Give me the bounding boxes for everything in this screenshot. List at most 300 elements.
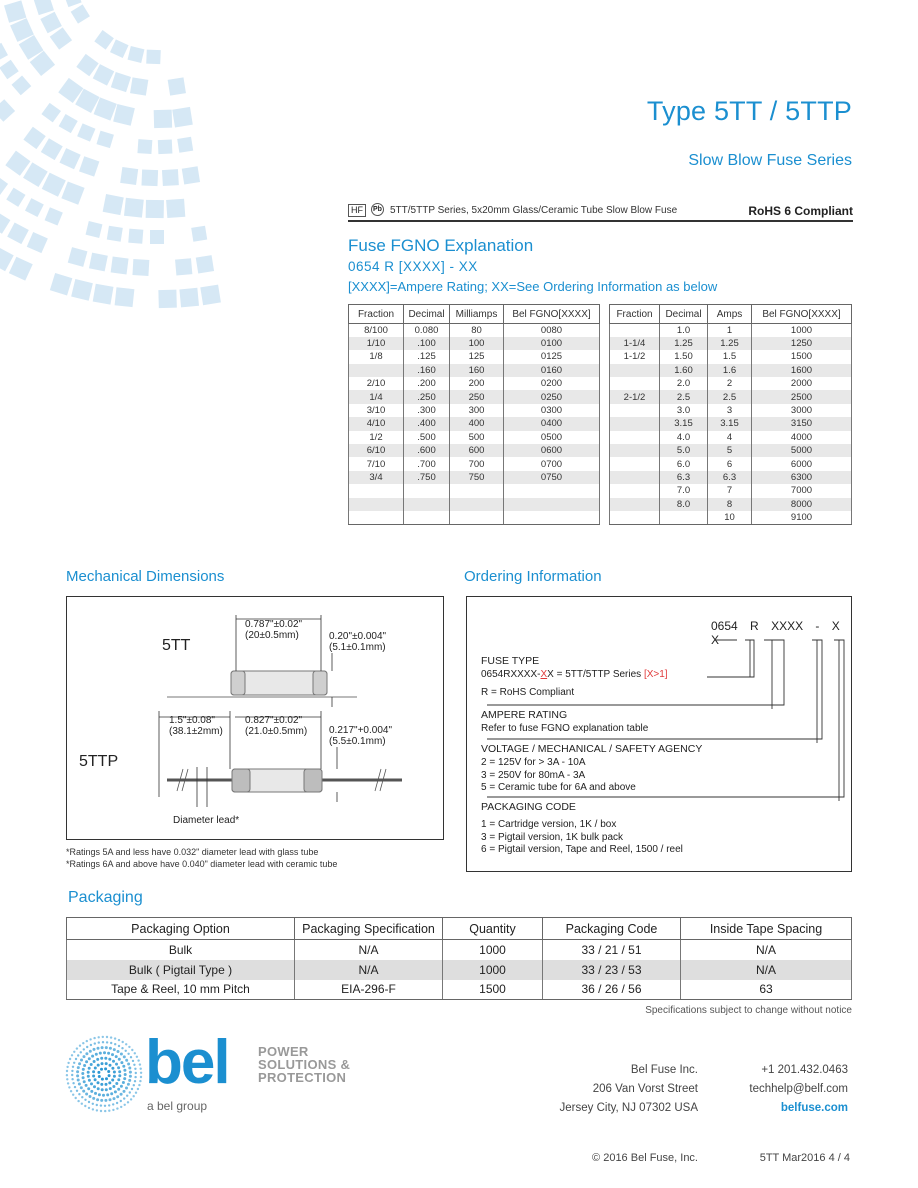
decor-square [168, 77, 186, 95]
table-cell: 1500 [443, 980, 543, 1000]
table-row [610, 404, 852, 417]
table-cell: 6/10 [349, 444, 404, 457]
table-cell: 0500 [504, 431, 600, 444]
page-subtitle: Slow Blow Fuse Series [688, 152, 852, 169]
table-cell [349, 364, 404, 377]
logo-dot [107, 1070, 110, 1073]
decor-square [50, 273, 73, 296]
logo-dot [84, 1105, 86, 1107]
decor-square [94, 30, 114, 50]
logo-dot [90, 1044, 92, 1046]
logo-dot [97, 1087, 100, 1090]
logo-dot [122, 1041, 124, 1043]
table-cell: 10 [708, 511, 752, 524]
table-row [349, 364, 600, 377]
logo-dot [120, 1053, 123, 1056]
table-cell: 3/4 [349, 471, 404, 484]
logo-dot [89, 1038, 91, 1040]
label-5ttp: 5TTP [79, 753, 119, 770]
table-cell: 2.0 [660, 377, 708, 390]
table-cell: 6.0 [660, 457, 708, 470]
label-5tt: 5TT [162, 637, 191, 654]
logo-dot [104, 1105, 106, 1107]
logo-dot [72, 1094, 74, 1096]
logo-dot [113, 1071, 116, 1074]
column-header: Bel FGNO[XXXX] [752, 305, 852, 324]
table-cell: 1.0 [660, 324, 708, 337]
logo-dot [126, 1095, 128, 1097]
table-row [610, 498, 852, 511]
logo-dot [110, 1092, 113, 1095]
logo-dot [109, 1087, 112, 1090]
logo-dot [127, 1101, 129, 1103]
table-row [610, 324, 852, 337]
table-cell: 6000 [752, 457, 852, 470]
logo-dot [135, 1092, 137, 1094]
logo-dot [131, 1088, 133, 1090]
bel-logo-tagline: POWER SOLUTIONS & PROTECTION [258, 1044, 351, 1085]
logo-dot [78, 1083, 81, 1086]
logo-dot [139, 1063, 141, 1065]
logo-dot [108, 1104, 110, 1106]
packaging-heading: Packaging [68, 889, 143, 906]
logo-dot [77, 1079, 80, 1082]
table-cell [450, 484, 504, 497]
logo-dot [76, 1070, 79, 1073]
lead-free-icon: Pb [371, 203, 384, 216]
logo-dot [105, 1083, 108, 1086]
logo-dot [97, 1064, 100, 1067]
table-cell [450, 498, 504, 511]
table-cell: 3150 [752, 417, 852, 430]
ampere-rating-label: AMPERE RATING [481, 709, 568, 721]
table-row [349, 324, 600, 337]
logo-dot [110, 1042, 112, 1044]
table-row [610, 417, 852, 430]
series-description: 5TT/5TTP Series, 5x20mm Glass/Ceramic Tube Slow Blow Fuse [390, 205, 678, 216]
column-header: Packaging Specification [295, 918, 443, 940]
table-cell: .250 [404, 390, 450, 403]
logo-dot [120, 1093, 123, 1096]
table-cell: 2.5 [708, 390, 752, 403]
table-cell: 8 [708, 498, 752, 511]
fgno-table-amps [609, 304, 852, 525]
logo-dot [92, 1070, 95, 1073]
logo-dot [82, 1042, 84, 1044]
decor-square [103, 194, 124, 215]
table-cell: 6300 [752, 471, 852, 484]
table-cell [610, 404, 660, 417]
logo-dot [80, 1086, 83, 1089]
table-row [610, 337, 852, 350]
decor-square [146, 200, 164, 218]
logo-dot [97, 1081, 100, 1084]
logo-dot [128, 1067, 131, 1070]
table-cell: 1-1/4 [610, 337, 660, 350]
logo-dot [86, 1040, 88, 1042]
table-row [610, 390, 852, 403]
mechanical-drawing-box [66, 596, 444, 840]
logo-dot [93, 1048, 96, 1051]
logo-dot [125, 1059, 128, 1062]
decor-square [141, 169, 158, 186]
logo-dot [80, 1051, 82, 1053]
decor-square [4, 0, 26, 22]
table-cell [504, 498, 600, 511]
logo-dot [92, 1097, 95, 1100]
logo-dot [111, 1053, 114, 1056]
table-cell: .125 [404, 350, 450, 363]
logo-dot [72, 1082, 74, 1084]
table-row [349, 444, 600, 457]
logo-dot [66, 1066, 68, 1068]
table-cell: 2/10 [349, 377, 404, 390]
logo-dot [75, 1058, 77, 1060]
logo-dot [140, 1068, 142, 1070]
table-cell: 33 / 21 / 51 [543, 940, 681, 960]
table-cell: 100 [450, 337, 504, 350]
logo-dot [71, 1054, 73, 1056]
column-header: Packaging Code [543, 918, 681, 940]
logo-dot [83, 1064, 86, 1067]
column-header: Packaging Option [67, 918, 295, 940]
table-cell: 2000 [752, 377, 852, 390]
bel-group-label: a bel group [147, 1099, 208, 1113]
decor-square [34, 0, 54, 15]
fgno-heading: Fuse FGNO Explanation [348, 236, 534, 255]
table-cell: N/A [295, 960, 443, 980]
decor-square [12, 76, 32, 96]
logo-dot [98, 1036, 100, 1038]
table-cell: 2500 [752, 390, 852, 403]
document-reference: 5TT Mar2016 4 / 4 [759, 1152, 850, 1164]
page-title: Type 5TT / 5TTP [646, 96, 852, 126]
table-cell: Tape & Reel, 10 mm Pitch [67, 980, 295, 1000]
logo-dot [100, 1057, 103, 1060]
decor-square [162, 169, 179, 186]
logo-dot [125, 1050, 127, 1052]
table-row [349, 337, 600, 350]
logo-dot [80, 1059, 83, 1062]
logo-dot [85, 1093, 88, 1096]
table-cell [404, 511, 450, 524]
logo-dot [125, 1087, 128, 1090]
logo-dot [106, 1041, 108, 1043]
table-cell: 8.0 [660, 498, 708, 511]
logo-dot [101, 1088, 104, 1091]
packaging-code-lines: 1 = Cartridge version, 1K / box 3 = Pigtail version, 1K bulk pack 6 = Pigtail version, Tape and Reel, 1500 / reel [481, 819, 683, 855]
logo-dot [120, 1061, 123, 1064]
table-cell: N/A [681, 960, 852, 980]
table-cell: 2.5 [660, 390, 708, 403]
halogen-free-icon: HF [348, 204, 366, 217]
column-header: Milliamps [450, 305, 504, 324]
table-cell [610, 377, 660, 390]
logo-dot [113, 1048, 116, 1051]
decor-square [120, 167, 138, 185]
logo-dot [130, 1098, 132, 1100]
logo-dot [98, 1041, 100, 1043]
logo-dot [67, 1062, 69, 1064]
table-cell: 9100 [752, 511, 852, 524]
logo-dot [108, 1058, 111, 1061]
decor-square [0, 60, 19, 79]
logo-dot [104, 1099, 107, 1102]
decor-square [64, 0, 82, 7]
table-row [349, 417, 600, 430]
table-cell: 7/10 [349, 457, 404, 470]
logo-dot [106, 1093, 109, 1096]
bel-logo-wordmark: bel [145, 1028, 229, 1097]
decor-square [79, 156, 99, 176]
logo-dot [107, 1052, 110, 1055]
fuse-type-line: 0654RXXXX-XX = 5TT/5TTP Series [X>1] [481, 669, 668, 680]
rohs-line: R = RoHS Compliant [481, 687, 575, 698]
table-cell: 400 [450, 417, 504, 430]
logo-dot [112, 1085, 115, 1088]
logo-dot [133, 1084, 135, 1086]
logo-dot [79, 1045, 81, 1047]
logo-dot [120, 1100, 122, 1102]
table-cell [404, 498, 450, 511]
table-cell [610, 324, 660, 337]
logo-dot [118, 1070, 121, 1073]
logo-dot [116, 1095, 119, 1098]
packaging-code-label: PACKAGING CODE [481, 801, 576, 813]
logo-dot [100, 1083, 103, 1086]
logo-dot [117, 1078, 120, 1081]
dim-5ttp-length: 0.827"±0.02" (21.0±0.5mm) [245, 715, 308, 737]
decor-square [0, 176, 8, 196]
logo-dot [96, 1098, 99, 1101]
table-cell: 1250 [752, 337, 852, 350]
logo-dot [101, 1078, 104, 1081]
ordering-heading: Ordering Information [464, 568, 602, 585]
decor-square [89, 253, 108, 272]
table-cell: 0300 [504, 404, 600, 417]
table-cell: 1.5 [708, 350, 752, 363]
logo-dot [123, 1077, 126, 1080]
table-cell [610, 484, 660, 497]
logo-dot [96, 1104, 98, 1106]
decor-square [196, 255, 214, 273]
logo-dot [87, 1075, 90, 1078]
contact-phone[interactable]: +1 201.432.0463 [761, 1064, 848, 1076]
decor-square [0, 99, 15, 122]
logo-dot [75, 1097, 77, 1099]
logo-dot [136, 1056, 138, 1058]
logo-dot [109, 1047, 112, 1050]
table-cell: 3 [708, 404, 752, 417]
table-cell: 0.080 [404, 324, 450, 337]
decor-square [77, 123, 95, 141]
logo-dot [124, 1073, 127, 1076]
decor-square [71, 279, 93, 301]
table-cell [349, 511, 404, 524]
logo-dot [92, 1108, 94, 1110]
table-cell: 6 [708, 457, 752, 470]
table-cell: 1000 [443, 940, 543, 960]
table-cell: 5.0 [660, 444, 708, 457]
table-cell [610, 471, 660, 484]
table-cell [404, 484, 450, 497]
fuse-type-label: FUSE TYPE [481, 655, 540, 667]
logo-dot [97, 1047, 100, 1050]
logo-dot [76, 1074, 79, 1077]
table-cell: 125 [450, 350, 504, 363]
decor-square [59, 114, 78, 133]
logo-dot [125, 1043, 127, 1045]
logo-dot [134, 1080, 136, 1082]
website-link[interactable]: belfuse.com [780, 1102, 848, 1114]
logo-dot [135, 1072, 137, 1074]
table-cell: 0100 [504, 337, 600, 350]
logo-dot [90, 1082, 93, 1085]
specifications-note: Specifications subject to change without notice [645, 1005, 852, 1016]
decor-square [158, 290, 176, 308]
table-cell [610, 498, 660, 511]
logo-dot [104, 1067, 107, 1070]
logo-dot [94, 1042, 96, 1044]
logo-dot [102, 1041, 104, 1043]
logo-dot [123, 1097, 125, 1099]
fgno-note: [XXXX]=Ampere Rating; XX=See Ordering Information as below [348, 279, 718, 294]
table-cell: 3.15 [708, 417, 752, 430]
logo-dot [99, 1052, 102, 1055]
logo-dot [133, 1064, 135, 1066]
decor-square [166, 199, 185, 218]
logo-dot [128, 1046, 130, 1048]
table-cell: 1000 [752, 324, 852, 337]
table-cell: 1.60 [660, 364, 708, 377]
logo-dot [128, 1079, 131, 1082]
address-city: Jersey City, NJ 07302 USA [559, 1102, 698, 1114]
table-row [349, 350, 600, 363]
logo-dot [108, 1110, 110, 1112]
decor-square [0, 212, 10, 234]
logo-dot [69, 1058, 71, 1060]
table-cell [349, 498, 404, 511]
column-header: Inside Tape Spacing [681, 918, 852, 940]
logo-dot [127, 1063, 130, 1066]
logo-dot [112, 1103, 114, 1105]
table-cell [610, 511, 660, 524]
logo-dot [116, 1107, 118, 1109]
table-cell: 6.3 [708, 471, 752, 484]
table-cell: 3000 [752, 404, 852, 417]
table-cell: 2 [708, 377, 752, 390]
voltage-lines: 2 = 125V for > 3A - 10A 3 = 250V for 80mA - 3A 5 = Ceramic tube for 6A and above [481, 757, 636, 793]
logo-dot [117, 1066, 120, 1069]
logo-dot [88, 1101, 90, 1103]
logo-dot [104, 1110, 106, 1112]
contact-email[interactable]: techhelp@belf.com [749, 1083, 848, 1095]
logo-dot [122, 1065, 125, 1068]
logo-dot [89, 1095, 92, 1098]
decor-square [0, 43, 8, 62]
table-cell: .750 [404, 471, 450, 484]
table-cell: 750 [450, 471, 504, 484]
logo-dot [81, 1103, 83, 1105]
decor-square [50, 27, 72, 49]
logo-dot [101, 1046, 104, 1049]
logo-dot [78, 1093, 80, 1095]
table-cell: 0080 [504, 324, 600, 337]
table-cell [610, 457, 660, 470]
decor-square [59, 148, 80, 169]
decor-square [25, 198, 44, 217]
table-cell [660, 511, 708, 524]
table-cell: .300 [404, 404, 450, 417]
table-cell: 1000 [443, 960, 543, 980]
logo-dot [114, 1043, 116, 1045]
table-cell: 80 [450, 324, 504, 337]
table-cell: 200 [450, 377, 504, 390]
logo-dot [81, 1072, 84, 1075]
bel-globe-logo-icon [64, 1034, 144, 1114]
logo-dot [83, 1048, 85, 1050]
logo-dot [118, 1074, 121, 1077]
decor-square [182, 166, 200, 184]
logo-dot [98, 1075, 101, 1078]
decor-square [154, 110, 172, 128]
table-cell: 4/10 [349, 417, 404, 430]
logo-dot [77, 1100, 79, 1102]
logo-dot [111, 1067, 114, 1070]
table-cell [504, 484, 600, 497]
table-row [610, 471, 852, 484]
decor-square [42, 173, 66, 197]
table-cell: .500 [404, 431, 450, 444]
logo-dot [115, 1055, 118, 1058]
logo-dot [90, 1063, 93, 1066]
decor-square [150, 230, 164, 244]
packaging-table [66, 917, 852, 1000]
column-header: Bel FGNO[XXXX] [504, 305, 600, 324]
logo-dot [85, 1084, 88, 1087]
column-header: Decimal [660, 305, 708, 324]
logo-dot [113, 1075, 116, 1078]
decor-square [27, 232, 48, 253]
table-cell: 0160 [504, 364, 600, 377]
logo-dot [96, 1058, 99, 1061]
diameter-lead-label: Diameter lead* [173, 815, 240, 826]
decor-square [177, 137, 193, 153]
decor-square [130, 77, 148, 95]
logo-dot [130, 1056, 132, 1058]
copyright: © 2016 Bel Fuse, Inc. [592, 1152, 698, 1164]
dim-5tt-diameter: 0.20"±0.004" (5.1±0.1mm) [329, 631, 387, 653]
logo-dot [93, 1085, 96, 1088]
table-cell: 250 [450, 390, 504, 403]
logo-dot [111, 1079, 114, 1082]
logo-dot [132, 1060, 134, 1062]
logo-dot [129, 1075, 132, 1078]
logo-dot [105, 1046, 108, 1049]
decor-square [41, 103, 61, 123]
table-row [349, 498, 600, 511]
mechanical-notes: *Ratings 5A and less have 0.032" diameter lead with glass tube *Ratings 6A and above have 0.040" diameter lead with ceramic tube [66, 847, 338, 869]
logo-dot [82, 1076, 85, 1079]
table-row [349, 404, 600, 417]
table-row [349, 377, 600, 390]
decor-square [191, 226, 207, 242]
logo-dot [85, 1060, 88, 1063]
logo-dot [134, 1076, 136, 1078]
table-cell: 0600 [504, 444, 600, 457]
decor-square [158, 139, 173, 154]
table-cell: 63 [681, 980, 852, 1000]
